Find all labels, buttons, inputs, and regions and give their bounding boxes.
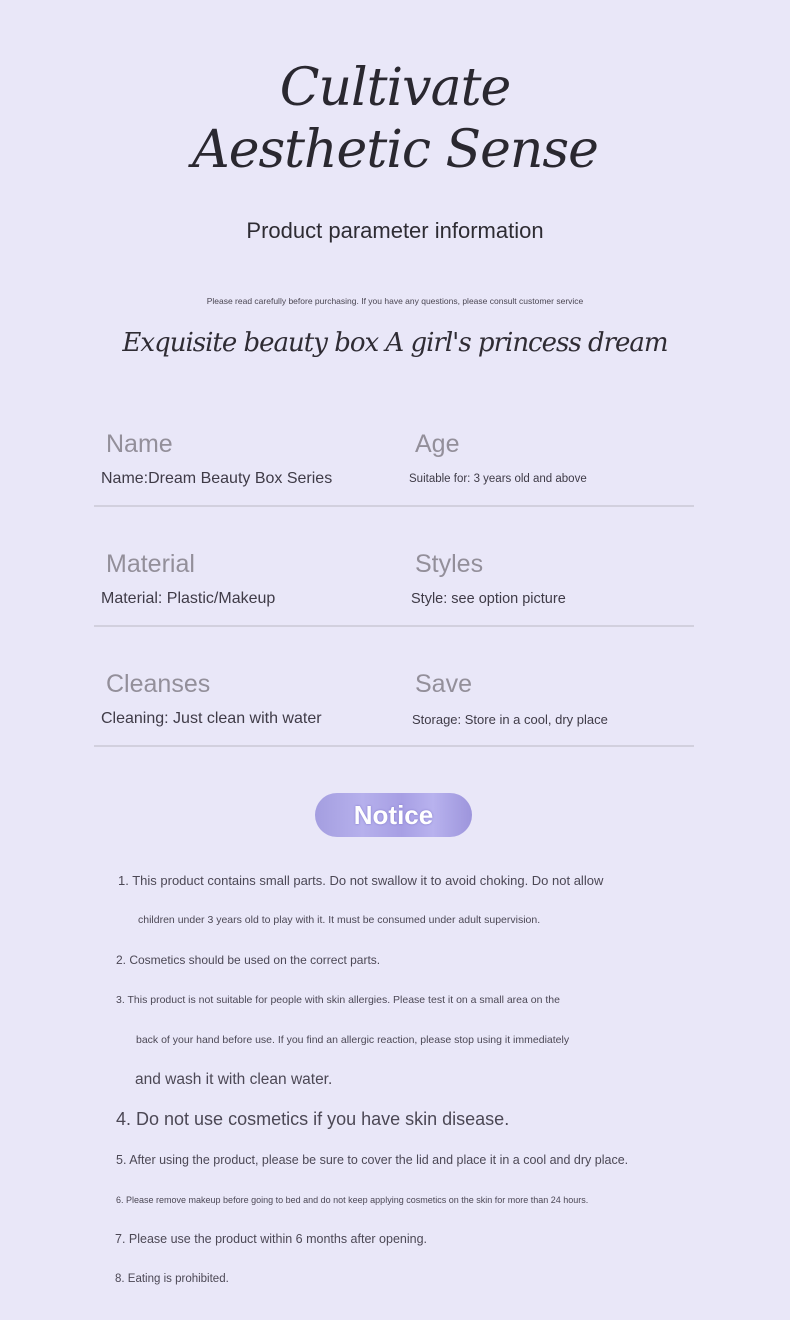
divider [94, 745, 694, 747]
notice-title: Notice [353, 799, 434, 830]
tagline: Exquisite beauty box A girl's princess dream [122, 328, 668, 358]
param-value-age: Suitable for: 3 years old and above [409, 473, 587, 485]
notice-line: 6. Please remove makeup before going to bed and do not keep applying cosmetics on the skin for more than 24 hours. [116, 1195, 589, 1205]
notice-line: back of your hand before use. If you find an allergic reaction, please stop using it immediately [136, 1034, 570, 1046]
title-line-1: Cultivate [279, 58, 511, 118]
divider [94, 625, 694, 627]
notice-line: children under 3 years old to play with it. It must be consumed under adult supervision. [138, 914, 541, 926]
param-label-name: Name [106, 430, 173, 458]
param-label-save: Save [415, 670, 472, 698]
notice-line: 5. After using the product, please be sure to cover the lid and place it in a cool and dry place. [116, 1153, 629, 1167]
purchase-note: Please read carefully before purchasing. If you have any questions, please consult customer service [206, 296, 584, 306]
notice-line: 2. Cosmetics should be used on the correct parts. [116, 953, 381, 967]
notice-line: 4. Do not use cosmetics if you have skin disease. [116, 1109, 510, 1129]
notice-badge [315, 793, 472, 837]
param-value-name: Name:Dream Beauty Box Series [101, 470, 333, 487]
param-label-styles: Styles [415, 550, 484, 578]
param-value-styles: Style: see option picture [411, 591, 566, 607]
notice-line: 3. This product is not suitable for people with skin allergies. Please test it on a small area on the [116, 994, 560, 1006]
title-line-2: Aesthetic Sense [192, 120, 598, 180]
divider [94, 505, 694, 507]
param-value-cleanses: Cleaning: Just clean with water [101, 710, 322, 727]
notice-line: 7. Please use the product within 6 months after opening. [115, 1232, 427, 1246]
param-label-age: Age [415, 430, 460, 458]
notice-line: and wash it with clean water. [135, 1071, 333, 1088]
page-subtitle: Product parameter information [246, 218, 544, 243]
param-label-cleanses: Cleanses [106, 670, 211, 698]
param-value-material: Material: Plastic/Makeup [101, 590, 276, 607]
param-value-save: Storage: Store in a cool, dry place [412, 712, 608, 727]
param-label-material: Material [106, 550, 195, 578]
notice-line: 8. Eating is prohibited. [115, 1273, 229, 1285]
notice-line: 1. This product contains small parts. Do not swallow it to avoid choking. Do not allow [118, 873, 604, 888]
